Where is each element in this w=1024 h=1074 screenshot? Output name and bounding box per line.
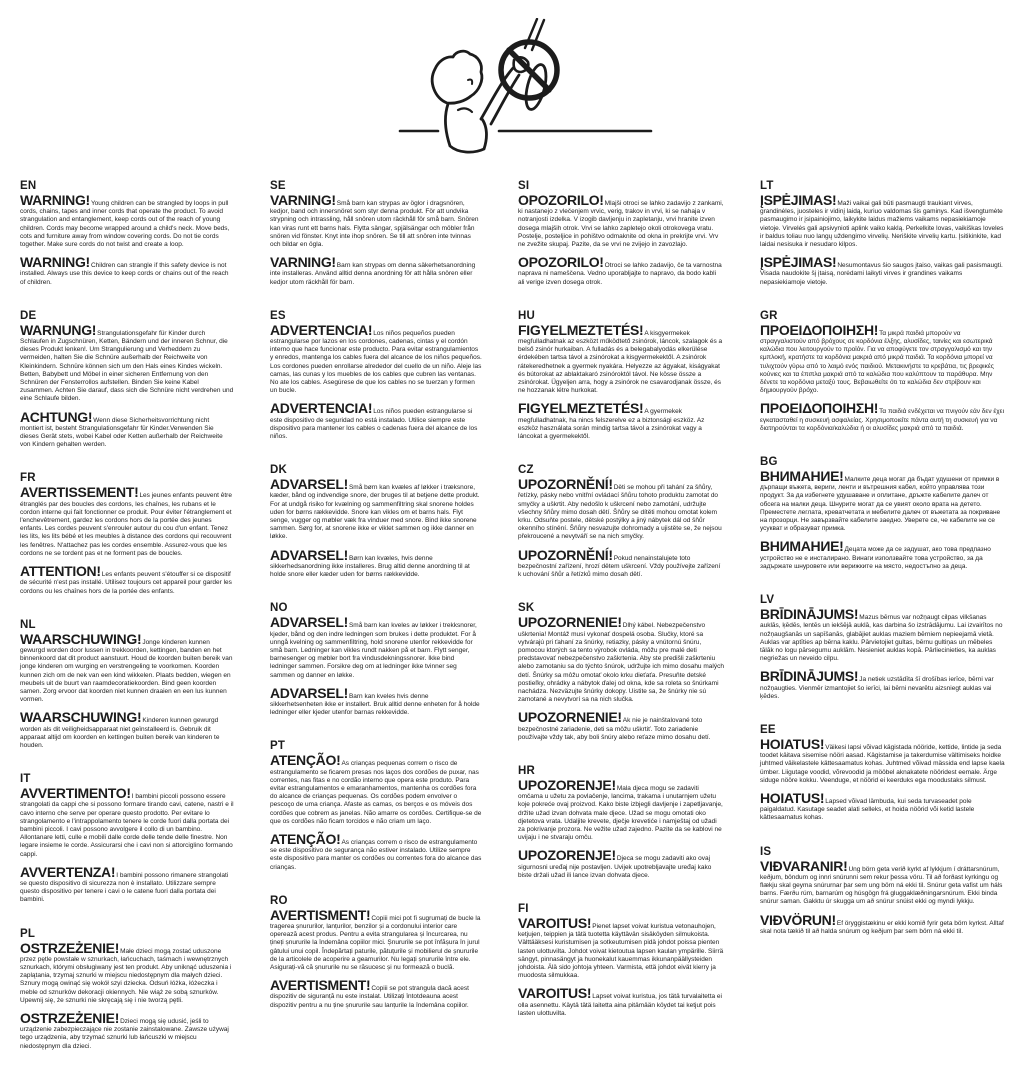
warning-title: ATENÇÃO! <box>270 752 341 769</box>
warning-paragraph <box>270 614 482 679</box>
warning-paragraph <box>518 847 724 880</box>
warning-text: Ef öryggistækinu er ekki komið fyrir geta börn kyrkst. Alltaf skal nota tækið til að halda snúrum og keðjum þar sem börn ná ekki til. <box>760 919 1004 935</box>
language-code: GR <box>760 309 778 322</box>
warning-paragraph <box>518 985 724 1018</box>
warning-title: UPOZORNĚNÍ! <box>518 476 613 493</box>
warning-text: Kinderen kunnen gewurgd worden als dit veiligheidsapparaat niet geïnstalleerd is. Gebruik dit apparaat altijd om koorden en kettingen buiten bereik van kinderen te houden. <box>20 717 220 749</box>
lang-section-es <box>270 310 482 449</box>
warning-title: ADVARSEL! <box>270 476 348 493</box>
warning-text: Ak nie je nainštalované toto bezpečnostné zariadenie, deti sa môžu uškrtiť. Toto zariadenie používajte vždy tak, aby boli šnúry alebo reťaze mimo dosahu detí. <box>518 717 711 741</box>
warning-paragraph <box>20 563 234 596</box>
warning-title: OSTRZEŻENIE! <box>20 1010 120 1026</box>
warning-text: Väikesi lapsi võivad kägistada nööride, kettide, lintide ja seda toodet käitava sisemise nööri aasad. Kägistamise ja takerdumise vältimiseks hoidke juhtmed väikelastele kättesaamatus kohas. Juhtmed võivad mässida end lapse kaela ümber. Liigutage voodid, võrevoodid ja mööbel aknakatete nööridest eemale. Ärge siduge nööre kokku. Veenduge, et nöörid ei keerduks ega moodustaks silmust. <box>760 743 1005 784</box>
lang-section-lv <box>760 594 1006 709</box>
language-code: SK <box>518 602 535 615</box>
warning-title: OPOZORILO! <box>518 192 604 208</box>
language-code: CZ <box>518 464 534 477</box>
warning-text: Los niños pueden estrangularse si este dispositivo de seguridad no está instalado. Utilice siempre este dispositivo para mantener los cables o cadenas fuera del alcance de los niños. <box>270 408 478 441</box>
language-code: NL <box>20 618 36 631</box>
warning-text: Pienet lapset voivat kuristua vetonauhojen, ketjujen, teippien ja tätä tuotetta käyttävän sisäköyden silmukoista. Välttääksesi kuristumisen ja sotkeutumisen pidä johdot poissa pienten lasten ulottuvilta. Johdot voivat kietoutua lapsen kaulan ympärille. Siirrä sängyt, pinnasängyt ja huonekalut kauemmas ikkunanpäällysteiden johdoista. Älä sido johtoja yhteen. Varmista, että johdot eivät kierry ja muodosta silmukkaa. <box>518 922 724 980</box>
column-4 <box>760 180 1006 1074</box>
lang-section-no <box>270 602 482 725</box>
warning-text: Barn kan strypas om denna säkerhetsanordning inte installeras. Använd alltid denna anordning för att hålla snören eller kedjor utom räckhåll för barn. <box>270 262 476 286</box>
lang-section-ro <box>270 895 482 1018</box>
warning-text: Strangulationsgefahr für Kinder durch Schlaufen in Zugschnüren, Ketten, Bändern und der inneren Schnur, die dieses Produkt lenken!. Um Strangulierung und Verheddern zu vermeiden, halten Sie die Schnüre außerhalb der Reichweite von Kleinkindern. Schnüre können sich um den Hals eines Kindes wickeln. Betten, Babybett und Möbel in einer sicheren Entfernung von den Schnüren der Fensterrollos aufstellen. Binden Sie keine Kabel zusammen. Achten Sie darauf, dass sich die Schnüre nicht verdrehen und eine Schlaufe bilden. <box>20 329 234 403</box>
warning-paragraph <box>270 684 482 718</box>
warning-paragraph <box>518 254 724 287</box>
warning-text: Mazus bērnus var nožņaugt cilpas vilkšanas auklās, ķēdēs, lentēs un iekšējā auklā, kas darbina šo izstrādājumu. Lai izvairītos no nožņaugšanās un sapīšanās, glabājiet auklas maziem bērniem nepieejamā vietā. Auklas var aptīties ap bērna kaklu. Pārvietojiet gultas, bērnu gultiņas un mēbeles tālāk no logu pārsegumu auklām. Nesieniet auklas kopā. Pārliecinieties, ka auklas negriežas un neveido cilpu. <box>760 614 1003 663</box>
warning-title: UPOZORNENIE! <box>518 614 622 631</box>
warning-title: ĮSPĖJIMAS! <box>760 254 837 271</box>
language-code: SI <box>518 180 530 192</box>
warning-text: Jonge kinderen kunnen gewurgd worden door lussen in trekkoorden, kettingen, banden en het binnenkoord dat dit product aanstuurt. Houd de koorden buiten bereik van jonge kinderen om wurging en verstrengeling te voorkomen. Koorden kunnen zich om de nek van een kind wikkelen. Plaats bedden, wiegen en meubels uit de buurt van raamdecoratiekoorden. Bind geen koorden samen. Zorg ervoor dat koorden niet kunnen draaien en een lus kunnen vormen. <box>20 638 233 704</box>
warning-paragraph <box>20 863 234 905</box>
warning-title: ВНИМАНИЕ! <box>760 538 844 555</box>
warning-title: BRĪDINĀJUMS! <box>760 606 859 623</box>
warning-text: Barn kan kveles hvis denne sikkerhetsenheten ikke er installert. Bruk alltid denne enheten for å holde ledninger eller kjeder utenfor barnas rekkevidde. <box>270 692 480 717</box>
warning-paragraph <box>20 484 234 558</box>
warning-paragraph <box>20 785 234 859</box>
lang-section-se <box>270 180 482 295</box>
warning-paragraph <box>270 192 482 249</box>
warning-paragraph <box>518 321 724 396</box>
language-code: ES <box>270 309 286 322</box>
warning-title: AVVERTENZA! <box>20 863 116 880</box>
warning-paragraph <box>270 977 482 1010</box>
warning-text: Young children can be strangled by loops in pull cords, chains, tapes and inner cords that operate the product. To avoid strangulation and entanglement, keep cords out of the reach of young children. Cords may become wrapped around a child's neck. Move beds, cots and furniture away from window covering cords. Do not tie cords together. Make sure cords do not twist and create a loop. <box>20 200 230 249</box>
warning-paragraph <box>270 546 482 580</box>
warning-text: Mala djeca mogu se zadaviti omčama u užetu za povlačenje, lancima, trakama i unutarnjem užetu koje pokreće ovaj proizvod. Kako biste izbjegli davljenje i zapetljavanje, držite užad izvan dohvata male djece. Užad se mogu omotati oko djetetova vrata. Udaljite krevete, dječje krevetiće i namještaj od užadi za pokrivanje prozora. Ne vežite užad zajedno. Pazite da se kablovi ne uvijaju i ne stvaraju omču. <box>518 784 723 842</box>
lang-section-gr <box>760 310 1006 441</box>
warning-paragraph <box>270 400 482 441</box>
lang-section-it <box>20 773 234 912</box>
warning-text: Ung börn geta verið kyrkt af lykkjum í dráttarsnúrum, keðjum, böndum og innri snúrunni sem rekur þessa vöru. Til að forðast kyrkingu og flækju skal geyma snúrurnar þar sem ung börn ná ekki til. Snúrur geta vafist um háls barns. Færðu rúm, barnarúm og húsgögn frá gluggaklæðningarsnúrum. Ekki binda snúrur saman. Gakktu úr skugga um að snúrur snúist ekki og myndi lykkju. <box>760 865 1003 906</box>
warning-paragraph <box>760 254 1006 287</box>
warning-paragraph <box>760 857 1006 907</box>
warning-paragraph <box>760 735 1006 785</box>
warning-title: AVVERTIMENTO! <box>20 785 131 802</box>
language-code: SE <box>270 180 286 192</box>
warning-text: Wenn diese Sicherheitsvorrichtung nicht montiert ist, besteht Strangulationsgefahr für Kinder.Verwenden Sie dieses Gerät stets, wobei Kabel oder Ketten außerhalb der Reichweite von Kindern gehalten werden. <box>20 416 223 449</box>
warning-title: VAROITUS! <box>518 914 592 931</box>
warning-text: Pokud nenainstalujete toto bezpečnostní zařízení, hrozí dětem uškrcení. Vždy používejte zařízení k uchování šňůr a řetízků mimo dosah dětí. <box>518 554 721 579</box>
warning-title: ATTENTION! <box>20 563 101 580</box>
warning-text: Děti se mohou při tahání za šňůry, řetízky, pásky nebo vnitřní ovládací šňůru tohoto produktu zamotat do smyčky a uškrtit. Aby nedošlo k uškrcení nebo zamotání, udržujte všechny šňůry mimo dosah dětí. Šňůry se dítěti mohou omotat kolem krku. Odsuňte postele, dětské postýlky a jiný nábytek dál od šňůr okenního stínění. Šňůry nesvazujte dohromady a ujistěte se, že nejsou překroucené a nevytváří se na nich smyčky. <box>518 484 722 541</box>
language-code: FR <box>20 472 36 485</box>
warning-paragraph <box>518 709 724 742</box>
lang-section-fr <box>20 472 234 603</box>
warning-paragraph <box>518 614 724 704</box>
warning-paragraph <box>20 1010 234 1051</box>
language-code: EE <box>760 723 776 736</box>
language-code: LT <box>760 180 774 192</box>
warning-text: A gyermekek megfulladhatnak, ha nincs felszerelve ez a biztonsági eszköz. Az eszköz használata során mindig tartsa távol a zsinórokat vagy a láncokat a gyermekektől. <box>518 408 705 441</box>
warning-paragraph <box>270 321 482 396</box>
warning-paragraph <box>20 408 234 450</box>
warning-text: Dzieci mogą się udusić, jeśli to urządzenie zabezpieczające nie zostanie zainstalowane. Zawsze używaj tego urządzenia, aby trzymać sznurki lub łańcuszki w miejscu niedostępnym dla dzieci. <box>20 1018 229 1050</box>
warning-title: ACHTUNG! <box>20 408 93 425</box>
warning-paragraph <box>20 630 234 705</box>
warning-text: Dlhý kábel. Nebezpečenstvo uškrtenia! Montáž musí vykonať dospelá osoba. Slučky, ktoré sa vytvárajú pri ťahaní za šnúrky, retiazky, pásky a vnútornú šnúru, pomocou ktorých sa tento výrobok ovláda, môžu pre malé deti predstavovať nebezpečenstvo zaškrtenia. Aby ste predišli zaškrteniu alebo zamotaniu sa do týchto šnúrok, udržujte ich mimo dosahu malých detí. Šnúrky sa môžu omotať okolo krku dieťaťa. Presuňte detské postieľky, ohrádky a nábytok ďalej od okna, kde sa roleta so šnúrkami nachádza. Nezväzujte šnúrky dokopy. Uistite sa, že šnúrky nie sú zamotané a nevytvorí sa na nich slučka. <box>518 622 724 704</box>
warning-text: Copiii se pot strangula dacă acest dispozitiv de siguranță nu este instalat. Utilizați întotdeauna acest dispozitiv pentru a nu ține șnururile sau lanțurile la îndemâna copiilor. <box>270 985 469 1009</box>
warning-title: WAARSCHUWING! <box>20 709 142 726</box>
warning-title: ADVARSEL! <box>270 614 348 631</box>
warning-paragraph <box>518 546 724 580</box>
warning-title: OSTRZEŻENIE! <box>20 939 120 956</box>
warning-paragraph <box>20 254 234 287</box>
warning-paragraph <box>270 476 482 541</box>
warning-paragraph <box>518 476 724 541</box>
warning-title: UPOZORENJE! <box>518 776 616 793</box>
warning-paragraph <box>270 254 482 287</box>
warning-text: Les jeunes enfants peuvent être étranglés par des boucles des cordons, les chaînes, les rubans et le cordon interne qui fait fonctionner ce produit. Pour éviter l'étranglement et l'enchevêtrement, gardez les cordons hors de la portée des jeunes enfants. Les cordes peuvent s'enrouler autour du cou d'un enfant. Tenez les lits, les lits bébé et les meubles à distance des cordons qui recouvrent les fenêtres. N'attachez pas les cordes ensemble. Assurez-vous que les cordons ne se tordent pas et ne forment pas de boucles. <box>20 492 232 557</box>
language-code: HU <box>518 309 536 322</box>
language-code: PT <box>270 740 286 753</box>
warning-text: Børn kan kvæles, hvis denne sikkerhedsanordning ikke installeres. Brug altid denne anordning til at holde snore eller kæder uden for børns rækkevidde. <box>270 554 470 579</box>
language-code: PL <box>20 927 36 940</box>
lang-section-ee <box>760 724 1006 831</box>
warning-paragraph <box>270 752 482 826</box>
warning-text: A kisgyermekek megfulladhatnak az eszközt működtető zsinórok, láncok, szalagok és a belső zsinór hurkaiban. A fulladás és a belegabalyodás elkerülése érdekében tartsa távol a zsinórokat a kisgyermekektől. A zsinórok rátekeredhetnek a gyermek nyakára. Helyezze az ágyakat, kiságyakat és bútorokat az ablaktakaró zsinóroktól távol. Ne kösse össze a zsinórokat. Ügyeljen arra, hogy a zsinórok ne csavarodjanak össze, és ne hozzanak létre hurkokat. <box>518 329 723 395</box>
language-code: BG <box>760 456 778 469</box>
warning-text: Децата може да се задушат, ако това предпазно устройство не е инсталирано. Винаги използвайте това устройство, за да задържате шнуровете или верижките на място, недостъпно за деца. <box>760 546 991 570</box>
lang-section-bg <box>760 456 1006 579</box>
warning-text: Ja netiek uzstādīta šī drošības ierīce, bērni var nožņaugties. Vienmēr izmantojiet šo ierīci, lai bērni nevarētu aizsniegt auklas vai ķēdes. <box>760 676 994 700</box>
warning-title: BRĪDINĀJUMS! <box>760 668 859 685</box>
lang-section-hr <box>518 765 724 888</box>
warning-title: HOIATUS! <box>760 789 825 806</box>
warning-title: ΠΡΟΕΙΔΟΠΟΙΗΣΗ! <box>760 400 879 417</box>
warning-paragraph <box>760 321 1006 396</box>
lang-section-pl <box>20 928 234 1059</box>
warning-text: Djeca se mogu zadaviti ako ovaj sigurnosni uređaj nije postavljen. Uvijek upotrebljavajte uređaj kako biste držali užad ili lance izvan dohvata djece. <box>518 855 712 879</box>
warning-title: ATENÇÃO! <box>270 830 341 847</box>
hazard-illustration <box>398 18 654 174</box>
language-code: DE <box>20 309 37 322</box>
warning-title: ΠΡΟΕΙΔΟΠΟΙΗΣΗ! <box>760 321 879 338</box>
warning-text: Lapset voivat kuristua, jos tätä turvalaitetta ei olla asennettu. Käytä tätä laitetta aina pitämään köydet tai ketjut pois lasten ulottuvilta. <box>518 993 722 1017</box>
child-shoulder <box>458 108 472 112</box>
warning-title: AVERTISSEMENT! <box>20 484 139 501</box>
warning-text: I bambini possono rimanere strangolati se questo dispositivo di sicurezza non è installato. Utilizzare sempre questo dispositivo per tenere i cavi o le catene fuori dalla portata dei bambini. <box>20 871 229 904</box>
warning-paragraph <box>20 939 234 1005</box>
warning-title: VAROITUS! <box>518 985 592 1002</box>
warning-title: ADVERTENCIA! <box>270 400 373 417</box>
warning-title: VARNING! <box>270 192 336 208</box>
warning-paragraph <box>518 914 724 980</box>
warning-text: Små børn kan kvæles af løkker i træksnore, kæder, bånd og indvendige snore, der bruges til at betjene dette produkt. For at undgå risiko for kvælning og sammenfiltring skal snorene holdes uden for børns rækkevidde. Snore kan vikles om et barns hals. Flyt senge, vugger og møbler væk fra vinduer med snore. Bind ikke snorene sammen. Sørg for, at snorene ikke er viklet sammen og ikke danner en løkke. <box>270 484 480 541</box>
warning-text: Mlajši otroci se lahko zadavijo z zankami, ki nastanejo z vlečenjem vrvic, verig, trakov in vrvi, ki se nahaja v notranjosti izdelka. V izogib davljenju in zapletanju, vrvi hranite izven dosega mlajših otrok. Vrvi se lahko zapletejo okoli otrokovega vratu. Postelje, posteljice in pohištvo odmaknite od okna in prekrijte vrvi. Vrv ne zvežite skupaj. Pazite, da se vrvi ne zvijejo in zavozlajo. <box>518 200 724 249</box>
warning-title: WAARSCHUWING! <box>20 630 142 647</box>
warning-text: Малките деца могат да бъдат удушени от примки в дърпащи въжета, вериги, ленти и вътрешния кабел, който управлява този продукт. За да избегнете удушаване и оплитане, дръжте кабелите далеч от обсега на малки деца. Шнурите могат да се увият около врата на детето. Преместете леглата, креватчетата и мебелите далеч от въжетата за покриване на прозорци. Не завързвайте кабелите заедно. Уверете се, че кабелите не се усукват и образуват примка. <box>760 476 1001 533</box>
warning-title: ĮSPĖJIMAS! <box>760 192 837 208</box>
warning-text: Τα μικρά παιδιά μπορούν να στραγγαλιστούν από βρόχους σε κορδόνια έλξης, αλυσίδες, ταινίες και εσωτερικά καλώδια που λειτουργούν το προϊόν. Για να αποφύγετε τον στραγγαλισμό και την εμπλοκή, κρατήστε τα κορδόνια μακριά από μικρά παιδιά. Τα κορδόνια μπορεί να τυλιχτούν γύρω από το λαιμό ενός παιδιού. Μετακινήστε τα κρεβάτια, τις βρεφικές κούνιες και τα έπιπλα μακριά από τα καλώδια που καλύπτουν τα παράθυρα. Μην δένετε τα κορδόνια μεταξύ τους. Βεβαιωθείτε ότι τα καλώδια δεν στρίβουν και δημιουργούν βρόχο. <box>760 329 994 395</box>
warning-title: VIÐVÖRUN! <box>760 911 836 928</box>
warning-paragraph <box>760 668 1006 701</box>
warning-paragraph <box>270 830 482 872</box>
warning-paragraph <box>760 789 1006 823</box>
warning-title: FIGYELMEZTETÉS! <box>518 400 644 417</box>
warning-text: Los niños pequeños pueden estrangularse por lazos en los cordones, cadenas, cintas y el cordón interno que hace funcionar este producto. Para evitar estrangulamientos y enredos, mantenga los cables fuera del alcance de los niños pequeños. Los cordones pueden enrollarse alrededor del cuello de un niño. Aleje las camas, las cunas y los muebles de los cables que cubren las ventanas. No ate los cables. Asegúrese de que los cables no se tuerzan y formen un bucle. <box>270 329 482 395</box>
warning-text: Små barn kan kveles av løkker i trekksnorer, kjeder, bånd og den indre ledningen som brukes i dette produktet. For å unngå kvelning og sammenfiltring, hold snorene utenfor rekkevidde for små barn. Ledninger kan vikles rundt nakken på et barn. Flytt senger, barnesenger og møbler bort fra vindusdekningssnorer. Ikke bind ledninger sammen. Forsikre deg om at ledninger ikke tvinner seg sammen og danner en løkke. <box>270 622 477 679</box>
lang-section-pt <box>270 740 482 879</box>
language-code: HR <box>518 764 536 777</box>
lang-section-sk <box>518 602 724 750</box>
warning-text: Τα παιδιά ενδέχεται να πνιγούν εάν δεν έχει εγκατασταθεί η συσκευή ασφαλείας. Χρησιμοποιείτε πάντα αυτή τη συσκευή για να διατηρούνται τα κορδόνια/καλώδια ή οι αλυσίδες μακριά από τα παιδιά. <box>760 408 1005 432</box>
warning-title: UPOZORENJE! <box>518 847 616 864</box>
language-code: RO <box>270 894 288 907</box>
child-body <box>446 104 487 152</box>
lang-section-is <box>760 846 1006 944</box>
warning-paragraph <box>20 709 234 750</box>
warning-title: UPOZORNENIE! <box>518 709 622 726</box>
warning-paragraph <box>518 776 724 842</box>
warning-text: I bambini piccoli possono essere strangolati da cappi che si possono formare tirando cavi, catene, nastri e il cavo interno che serve per operare questo prodotto. Per evitare lo strangolamento e l'intrappolamento tenere le corde fuori dalla portata dei bambini piccoli. I cavi possono avvolgere il collo di un bambino. Allontanare letti, culle e mobili dalle corde delle tende delle finestre. Non legare insieme le corde. Assicurarsi che i cavi non si attorciglino formando cappi. <box>20 793 234 858</box>
language-code: IS <box>760 845 772 858</box>
lang-section-hu <box>518 310 724 449</box>
lang-section-fi <box>518 903 724 1026</box>
language-code: FI <box>518 902 529 915</box>
warning-title: ADVERTENCIA! <box>270 321 373 338</box>
warning-text: Copiii mici pot fi sugrumați de bucle la tragerea șnururilor, lanțurilor, benzilor și a cordonului interior care operează acest produs. Pentru a evita strangularea și încurcarea, nu țineți șnururile la îndemâna copiilor mici. Șnururile se pot înfășura în jurul gâtului unui copil. Îndepărtați paturile, pătuțurile și mobilierul de șnururile de la articolele de acoperire a geamurilor. Nu legați șnururile între ele. Asigurați-vă că șnururile nu se răsucesc și nu formează o buclă. <box>270 914 481 971</box>
warning-text: As crianças pequenas correm o risco de estrangulamento se ficarem presas nos laços dos cordões de puxar, nas correntes, nas fitas e no cordão interno que opera este produto. Para evitar estrangulamentos e emaranhamentos, mantenha os cordões fora do alcance de crianças pequenas. Os cordões podem envolver o pescoço de uma criança. Afaste as camas, os berços e os móveis dos cordões que cobrem as janelas. Não amarre os cordões. Certifique-se de que os cordões não ficam torcidos e não criam um laço. <box>270 760 482 825</box>
child-ear <box>468 80 472 85</box>
lang-section-nl <box>20 619 234 758</box>
warning-text: Nesumontavus šio saugos įtaiso, vaikas gali pasismaugti. Visada naudokite šį įtaisą, norėdami laikyti virves ir grandines vaikams nepasiekiamoje vietoje. <box>760 262 1003 286</box>
warning-title: WARNUNG! <box>20 321 97 338</box>
warning-paragraph <box>760 400 1006 433</box>
warning-title: ВНИМАНИЕ! <box>760 468 844 485</box>
warning-paragraph <box>760 538 1006 571</box>
warning-title: ADVARSEL! <box>270 546 348 563</box>
child-reaching-cord-illustration <box>398 18 654 174</box>
lang-section-de <box>20 310 234 458</box>
warning-paragraph <box>760 911 1006 936</box>
warning-title: AVERTISMENT! <box>270 977 371 994</box>
language-code: DK <box>270 464 288 477</box>
warning-title: VIÐVARANIR! <box>760 857 848 874</box>
language-code: NO <box>270 602 288 615</box>
warning-text: Les enfants peuvent s'étouffer si ce dispositif de sécurité n'est pas installé. Utilisez toujours cet appareil pour garder les cordons ou les chaînes hors de la portée des enfants. <box>20 571 232 595</box>
column-2 <box>270 180 482 1074</box>
warning-text: Children can strangle if this safety device is not installed. Always use this device to keep cords or chains out of the reach of children. <box>20 262 229 286</box>
warning-text: Maži vaikai gali būti pasmaugti traukiant virves, grandinėles, juosteles ir vidinį laidą, kuriuo valdomas šis gaminys. Kad išvengtumėte pasmaugimo ir įsipainiojimo, laikykite laidus mažiems vaikams nepasiekiamoje vietoje. Virvelės gali apsivynioti aplink vaiko kaklą. Perkelkite lovas, vaikiškas loveles ir baldus toliau nuo langų uždengimo virvelių. Neriškite virvelių kartu. Įsitikinkite, kad laidai nesisuka ir nesudaro kilpos. <box>760 200 1004 249</box>
warning-title: FIGYELMEZTETÉS! <box>518 321 644 338</box>
warning-title: UPOZORNĚNÍ! <box>518 546 613 563</box>
lang-section-en <box>20 180 234 295</box>
warning-paragraph <box>20 321 234 404</box>
lang-section-cz <box>518 464 724 587</box>
warning-paragraph <box>760 468 1006 533</box>
warning-paragraph <box>518 400 724 441</box>
warning-paragraph <box>518 192 724 249</box>
warning-paragraph <box>270 906 482 972</box>
warning-title: OPOZORILO! <box>518 254 604 271</box>
lang-section-si <box>518 180 724 295</box>
warning-title: HOIATUS! <box>760 735 825 752</box>
warning-paragraph <box>760 192 1006 249</box>
warning-text: Lapsed võivad lämbuda, kui seda turvaseadet pole paigaldatud. Kasutage seadet alati selleks, et hoida nöörid või ketid lastele kättesaamatus kohas. <box>760 797 975 822</box>
warning-paragraph <box>20 192 234 249</box>
warning-text: As crianças correm o risco de estrangulamento se este dispositivo de segurança não estiver instalado. Utilize sempre este dispositivo para manter os cordões ou correntes fora do alcance das crianças. <box>270 838 482 871</box>
language-code: IT <box>20 773 31 786</box>
language-code: EN <box>20 180 37 192</box>
language-code: LV <box>760 594 775 607</box>
column-3 <box>518 180 724 1074</box>
warning-paragraph <box>760 606 1006 663</box>
warning-text: Małe dzieci mogą zostać uduszone przez pętle powstałe w sznurkach, łańcuchach, taśmach i wewnętrznych sznurkach, którymi obsługiwany jest ten produkt. Aby uniknąć uduszenia i zaplątania, trzymaj sznurki w miejscu niedostępnym dla małych dzieci. Sznury mogą owinąć się wokół szyi dziecka. Odsuń łóżka, łóżeczka i meble od sznurków dekoracji okiennych. Nie wiąż ze sobą sznurków. Upewnij się, że sznurki nie skręcają się i nie tworzą pętli. <box>20 947 232 1004</box>
lang-section-lt <box>760 180 1006 295</box>
warning-title: WARNING! <box>20 192 90 208</box>
warning-text: Små barn kan strypas av öglor i dragsnören, kedjor, band och innersnöret som styr denna produkt. För att undvika strypning och intrassling, håll snören utom räckhåll för små barn. Snören kan viras runt ett barns hals. Flytta sängar, spjälsängar och möbler från snören vid fönster. Knyt inte ihop snören. Se till att snören inte tvinnas och bildar en ögla. <box>270 200 479 249</box>
lang-section-dk <box>270 464 482 587</box>
warning-title: AVERTISMENT! <box>270 906 371 923</box>
language-warning-grid <box>20 180 1008 1074</box>
child-head <box>432 51 482 103</box>
column-1 <box>20 180 234 1074</box>
warning-title: VARNING! <box>270 254 336 271</box>
warning-title: ADVARSEL! <box>270 684 348 701</box>
warning-text: Otroci se lahko zadavijo, če ta varnostna naprava ni nameščena. Vedno uporabljajte to napravo, da bodo kabli ali verige izven dosega otrok. <box>518 262 722 286</box>
warning-title: WARNING! <box>20 254 90 271</box>
